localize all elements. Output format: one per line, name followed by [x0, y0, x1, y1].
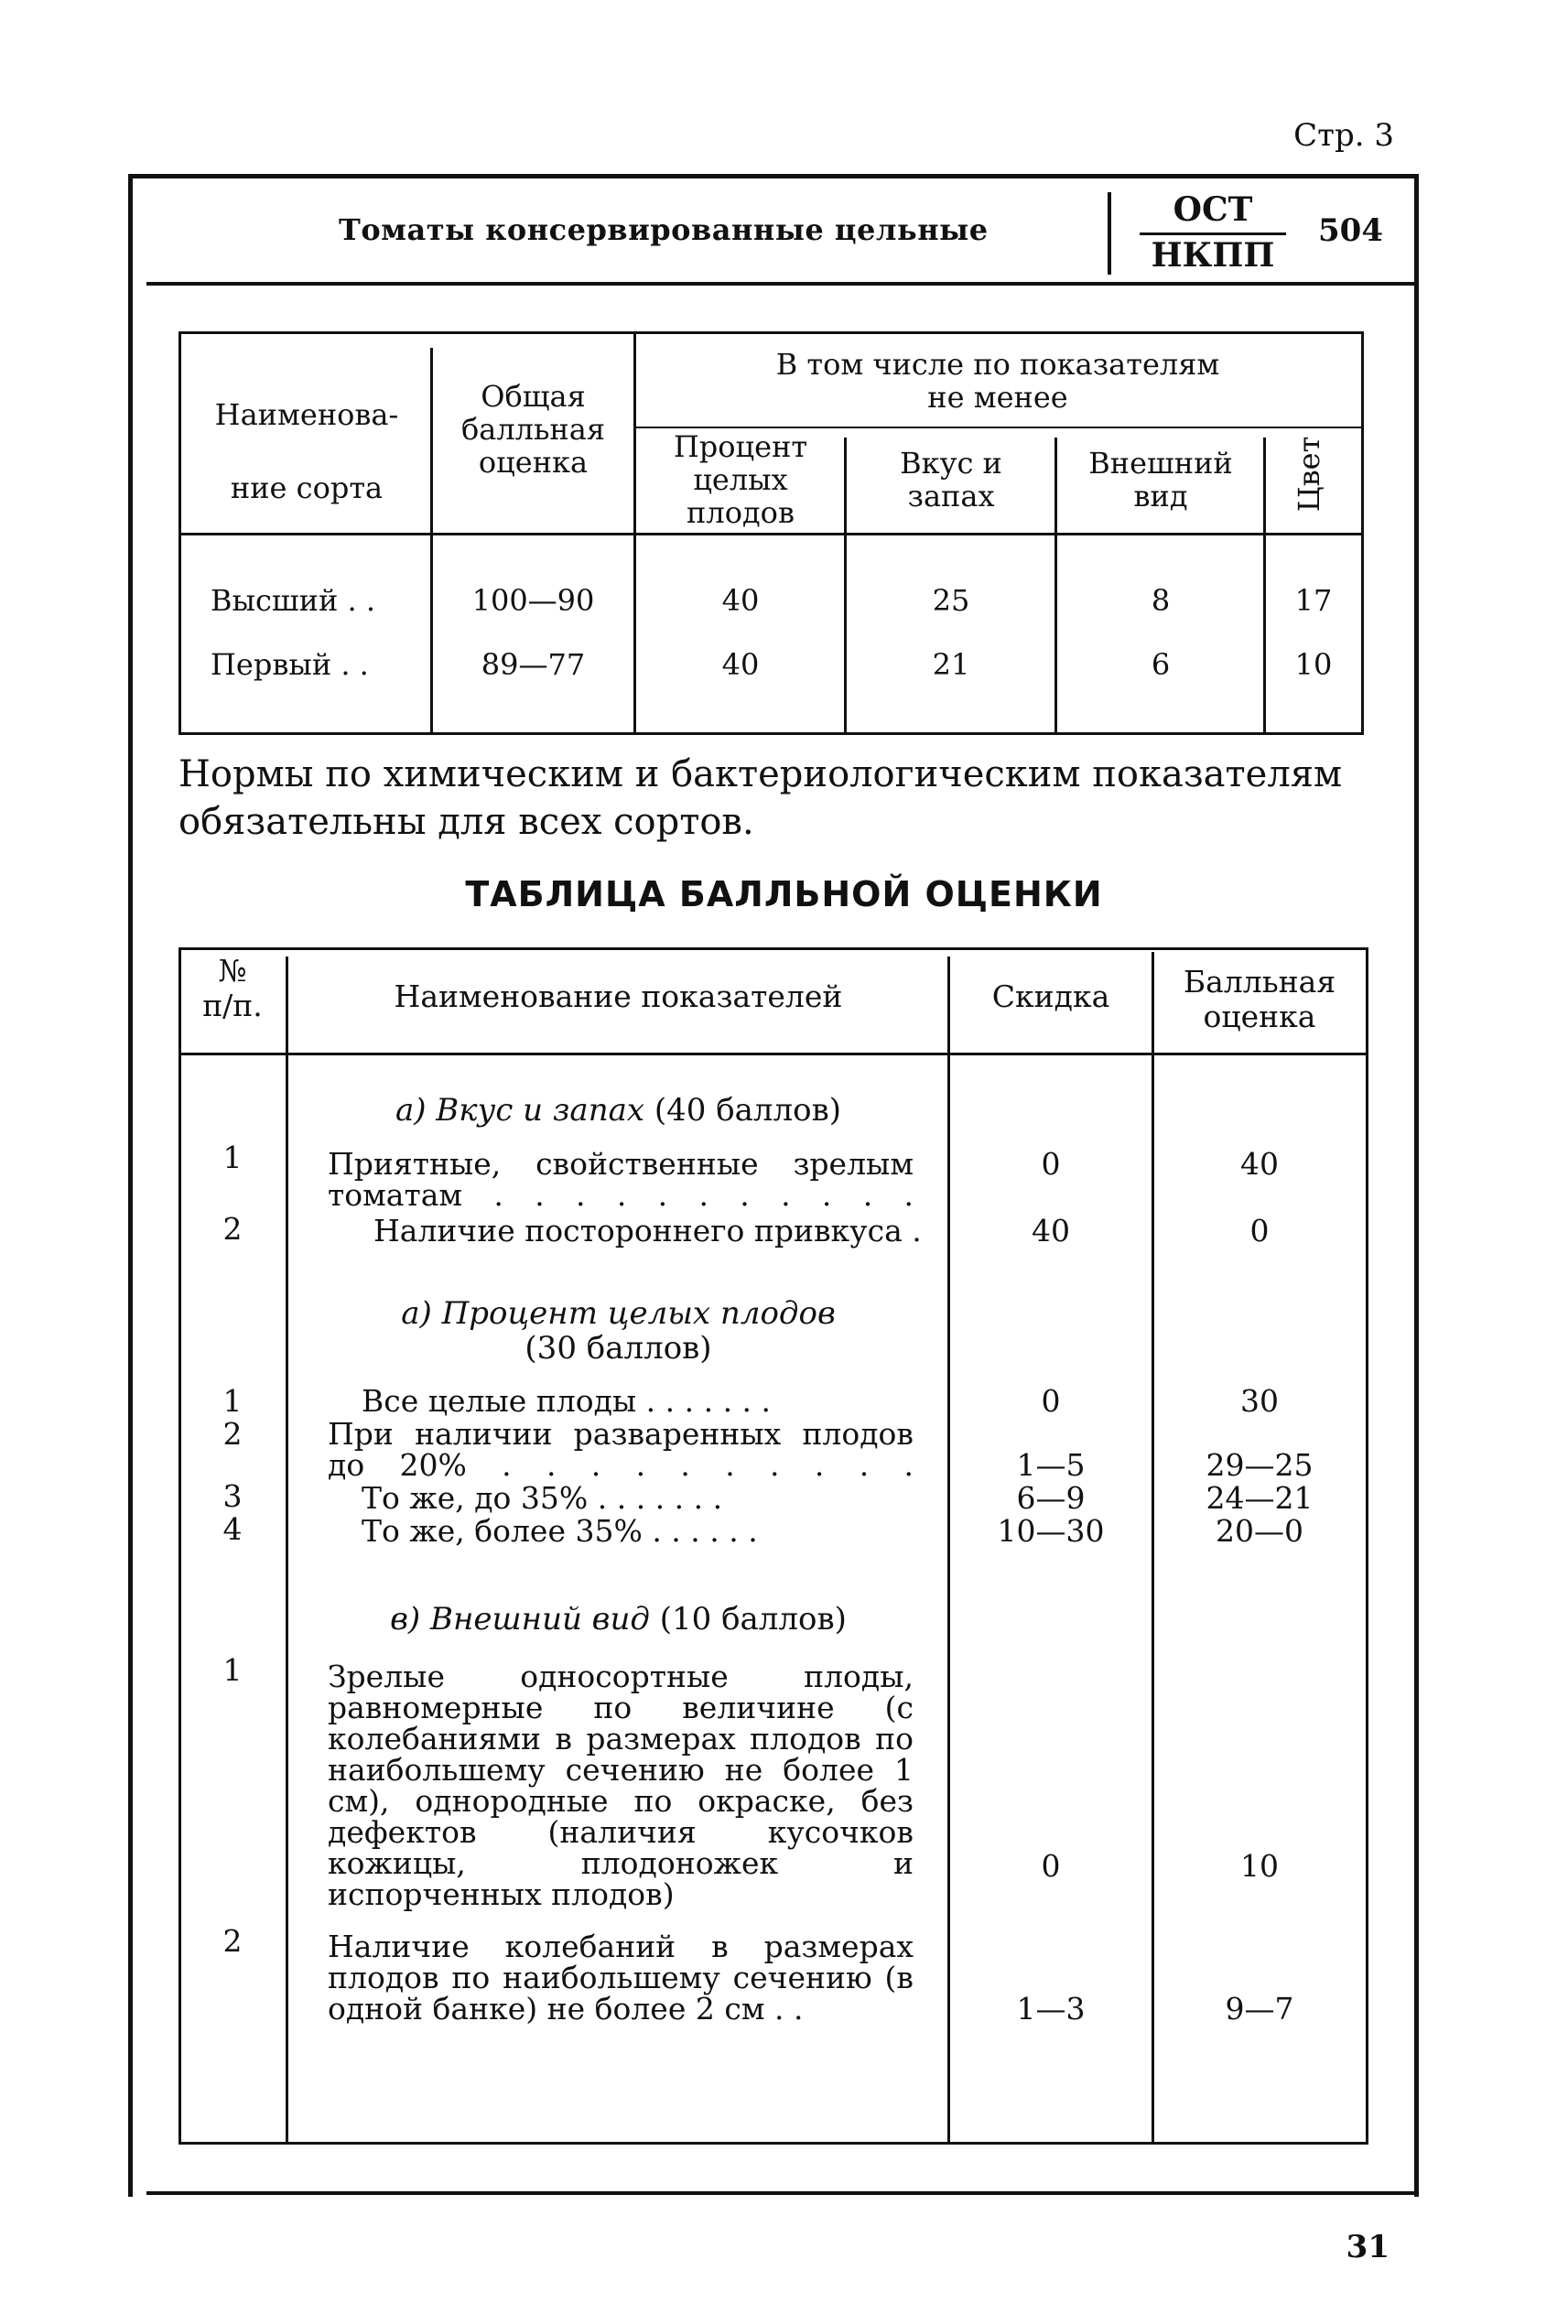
grade-row-value: 17 — [1294, 583, 1333, 618]
grade-row-value: 40 — [721, 583, 760, 618]
score-table-bottom-rule — [178, 2142, 1368, 2145]
discount-value: 0 — [1041, 1383, 1061, 1419]
standard-code-top: ОСТ — [1173, 190, 1253, 229]
grade-col-name-header: Наименова- ние сорта — [214, 397, 399, 505]
discount-value: 1—3 — [1016, 1991, 1086, 2027]
indicator-text: То же, до 35% . . . . . . . — [362, 1480, 723, 1516]
discount-value: 0 — [1041, 1146, 1061, 1182]
score-value: 30 — [1240, 1383, 1279, 1419]
discount-value: 6—9 — [1016, 1480, 1086, 1516]
grade-row-value: 21 — [932, 647, 970, 682]
norms-note: Нормы по химическим и бактериологическим показателям обязательны для всех сортов. — [178, 753, 1343, 843]
grade-row-total: 89—77 — [481, 647, 586, 682]
frame-right-rule — [1414, 174, 1419, 2197]
score-col-score-header: Балльная оценка — [1183, 964, 1336, 1034]
score-value: 9—7 — [1225, 1991, 1294, 2027]
score-table-col-rule — [1152, 952, 1154, 2144]
row-number: 2 — [222, 1923, 243, 1959]
grade-row-value: 25 — [932, 583, 970, 618]
score-table-title: ТАБЛИЦА БАЛЛЬНОЙ ОЦЕНКИ — [465, 874, 1103, 914]
grade-row-value: 10 — [1294, 647, 1333, 682]
grade-table-bottom-rule — [178, 732, 1364, 735]
section-heading-taste: а) Вкус и запах (40 баллов) — [395, 1092, 842, 1129]
grade-table-col-rule — [1054, 438, 1057, 732]
grade-table-col-rule — [1263, 438, 1266, 732]
grade-group-header: В том числе по показателям не менее — [775, 347, 1220, 415]
grade-row-name: Первый . . — [211, 647, 369, 682]
document-title: Томаты консервированные цельные — [339, 212, 989, 247]
grade-sub-header-color: Цвет — [1292, 436, 1326, 513]
footer-page-number: 31 — [1346, 2229, 1390, 2265]
row-number: 4 — [222, 1511, 243, 1547]
standard-code-bottom: НКПП — [1151, 236, 1275, 275]
grade-table-group-rule — [636, 427, 1364, 428]
grade-table-left-rule — [178, 331, 181, 734]
grade-row-total: 100—90 — [471, 583, 595, 618]
score-col-discount-header: Скидка — [991, 978, 1110, 1014]
score-value: 20—0 — [1216, 1513, 1303, 1549]
grade-row-value: 40 — [721, 647, 760, 682]
score-table-col-rule — [947, 957, 950, 2144]
row-number: 1 — [222, 1652, 243, 1688]
indicator-text: Зрелые односортные плоды, равномерные по величине (с колебаниями в размерах плодов по наибольшему сечению не более 1 см), однородные по окраске, без дефектов (наличия кусочков кожицы, плодоножек и испорченных плодов) — [328, 1659, 914, 1912]
score-col-name-header: Наименование показателей — [394, 978, 843, 1014]
indicator-text: Наличие постороннего привкуса . — [373, 1213, 922, 1248]
grade-row-name: Высший . . — [211, 583, 375, 618]
grade-table-col-rule — [430, 348, 433, 732]
score-table-col-rule — [286, 957, 288, 2144]
score-value: 0 — [1249, 1213, 1270, 1248]
grade-table-col-rule — [844, 438, 847, 732]
indicator-text: Все целые плоды . . . . . . . — [362, 1383, 772, 1419]
score-table-right-rule — [1366, 947, 1368, 2144]
score-table-head-rule — [178, 1053, 1368, 1055]
grade-row-value: 8 — [1151, 583, 1171, 618]
discount-value: 10—30 — [997, 1513, 1105, 1549]
grade-table-col-rule — [633, 334, 636, 732]
frame-left-rule — [128, 174, 133, 2197]
grade-sub-header-appearance: Внешний вид — [1088, 446, 1233, 513]
indicator-text: При наличии разваренных плодов до 20% . . . . . . . . . . — [328, 1416, 914, 1483]
grade-col-total-header: Общая балльная оценка — [460, 379, 605, 480]
score-table-top-rule — [178, 947, 1368, 950]
score-value: 29—25 — [1206, 1447, 1314, 1483]
grade-row-value: 6 — [1151, 647, 1171, 682]
row-number: 3 — [222, 1478, 243, 1514]
score-value: 10 — [1240, 1848, 1279, 1884]
standard-number: 504 — [1318, 212, 1383, 249]
grade-table-head-rule — [178, 533, 1364, 535]
header-divider — [1108, 192, 1111, 275]
standard-code-rule — [1140, 232, 1286, 235]
frame-top-rule — [128, 174, 1419, 178]
section-heading-whole-fruits: а) Процент целых плодов (30 баллов) — [401, 1295, 836, 1367]
frame-bottom-rule — [146, 2191, 1419, 2195]
discount-value: 0 — [1041, 1848, 1061, 1884]
discount-value: 1—5 — [1016, 1447, 1086, 1483]
section-heading-appearance: в) Внешний вид (10 баллов) — [390, 1601, 847, 1638]
grade-table-right-rule — [1361, 331, 1364, 734]
row-number: 2 — [222, 1211, 243, 1247]
indicator-text: То же, более 35% . . . . . . — [362, 1513, 758, 1549]
grade-sub-header-whole: Процент целых плодов — [673, 429, 808, 530]
grade-table-top-rule — [178, 331, 1364, 334]
indicator-text: Наличие колебаний в размерах плодов по наибольшему сечению (в одной банке) не более 2 см . . — [328, 1929, 914, 2027]
score-col-no-header: № п/п. — [202, 953, 263, 1023]
indicator-text: Приятные, свойственные зрелым томатам . . . . . . . . . . . — [328, 1146, 914, 1213]
score-table-left-rule — [178, 947, 181, 2144]
page-label: Стр. 3 — [1293, 117, 1394, 154]
row-number: 1 — [222, 1140, 243, 1175]
header-bottom-rule — [146, 282, 1419, 286]
grade-sub-header-taste: Вкус и запах — [900, 446, 1002, 513]
row-number: 1 — [222, 1383, 243, 1419]
row-number: 2 — [222, 1416, 243, 1452]
score-value: 24—21 — [1206, 1480, 1314, 1516]
discount-value: 40 — [1032, 1213, 1070, 1248]
score-value: 40 — [1240, 1146, 1279, 1182]
